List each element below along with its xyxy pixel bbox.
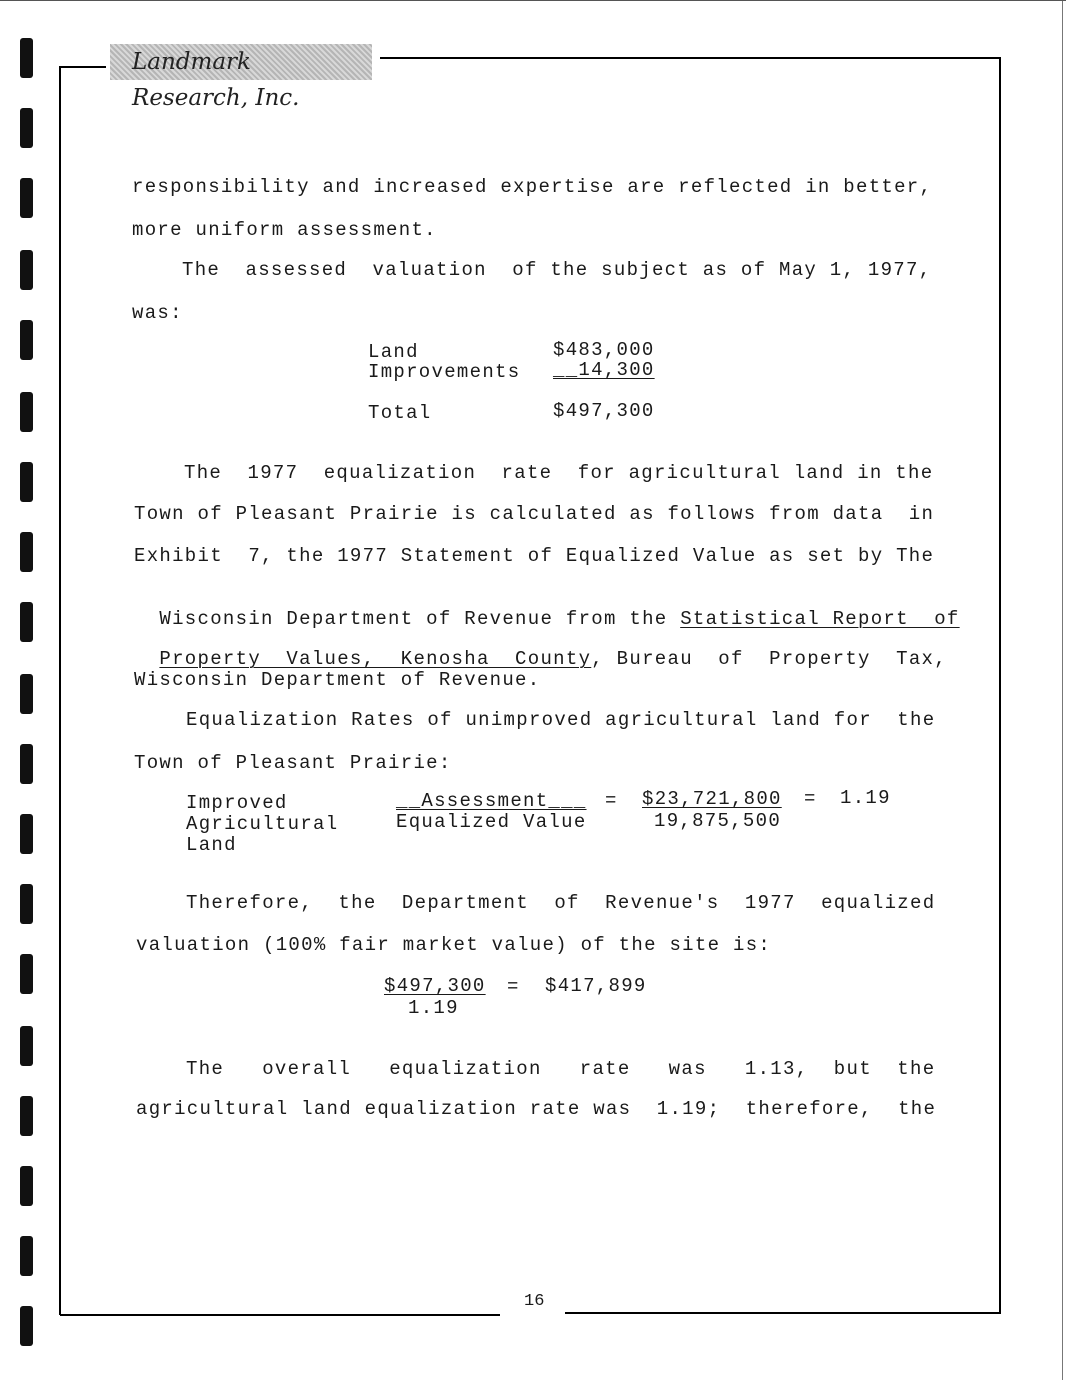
body-line: The overall equalization rate was 1.13, but the [186, 1058, 936, 1080]
body-line: The 1977 equalization rate for agricultural land in the [184, 462, 934, 484]
body-line: Exhibit 7, the 1977 Statement of Equalized Value as set by The [134, 545, 935, 567]
eq-label-line1: Improved [186, 792, 288, 814]
calc-numerator: $497,300 [384, 975, 486, 997]
calc-denominator: 1.19 [408, 997, 459, 1019]
body-line: valuation (100% fair market value) of the site is: [136, 934, 772, 956]
scan-top-edge [0, 0, 1066, 1]
eq-label-line3: Land [186, 834, 237, 856]
eq-denominator-label: Equalized Value [396, 811, 587, 833]
body-line: Town of Pleasant Prairie: [134, 752, 452, 774]
calc-result: $417,899 [545, 975, 647, 997]
body-line [134, 586, 960, 630]
frame-right [999, 57, 1001, 1314]
body-line: Town of Pleasant Prairie is calculated as follows from data in [134, 503, 935, 525]
report-title: Statistical Report of [680, 608, 960, 630]
frame-bottom-left [60, 1314, 500, 1316]
eq-equals-1: = [605, 790, 618, 812]
body-line: The assessed valuation of the subject as of May 1, 1977, [182, 259, 932, 281]
body-line: Equalization Rates of unimproved agricultural land for the [186, 709, 936, 731]
report-title-cont: Property Values, Kenosha County [159, 648, 592, 670]
calc-equals: = [507, 976, 520, 998]
total-value: $497,300 [553, 400, 655, 422]
frame-top-left [60, 66, 106, 68]
land-label: Land [368, 341, 419, 363]
body-text: , Bureau of Property Tax, [591, 648, 947, 670]
eq-numerator-value: $23,721,800 [642, 788, 782, 810]
body-text: Wisconsin Department of Revenue from the [159, 608, 681, 630]
eq-result: 1.19 [840, 787, 891, 809]
body-line: Therefore, the Department of Revenue's 1977 equalized [186, 892, 936, 914]
body-line: Wisconsin Department of Revenue. [134, 669, 541, 691]
improvements-value: __14,300 [553, 359, 655, 381]
company-logo: Landmark Research, Inc. [110, 44, 372, 80]
body-line: was: [132, 302, 183, 324]
body-line: more uniform assessment. [132, 219, 437, 241]
improvements-label: Improvements [368, 361, 521, 383]
frame-top-right [380, 57, 1001, 59]
total-label: Total [368, 402, 432, 424]
eq-equals-2: = [804, 788, 817, 810]
frame-left [59, 66, 61, 1315]
land-value: $483,000 [553, 339, 655, 361]
page-number: 16 [524, 1292, 545, 1311]
body-line: agricultural land equalization rate was 1.19; therefore, the [136, 1098, 937, 1120]
scan-edge [1062, 0, 1063, 1380]
frame-bottom-right [565, 1312, 1001, 1314]
body-line: responsibility and increased expertise are reflected in better, [132, 176, 933, 198]
binder-holes [20, 0, 34, 1380]
eq-denominator-value: 19,875,500 [654, 810, 782, 832]
eq-numerator-label: __Assessment___ [396, 790, 587, 812]
body-line [134, 626, 947, 670]
eq-label-line2: Agricultural [186, 813, 339, 835]
